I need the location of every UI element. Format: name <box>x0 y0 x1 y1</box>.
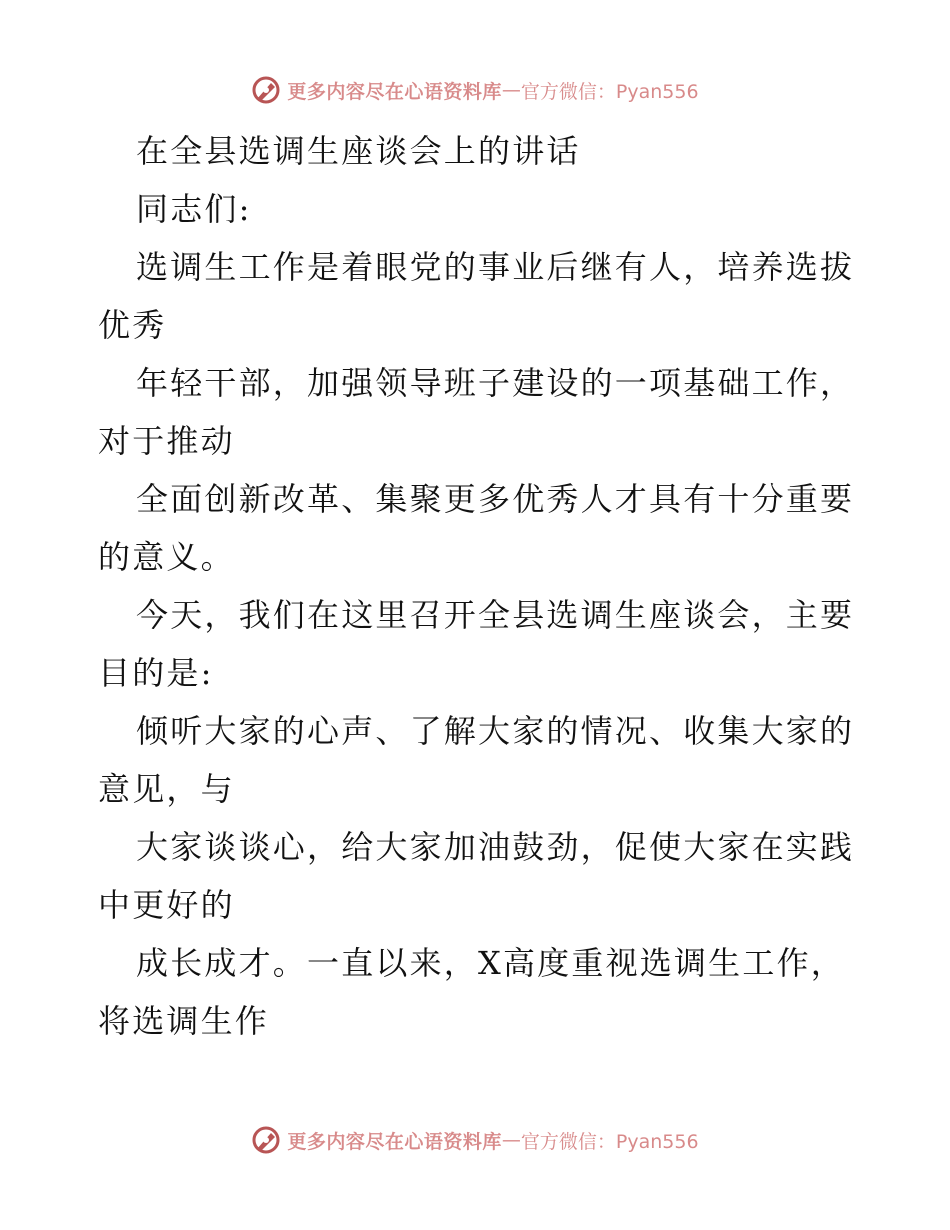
paragraph-line: 全面创新改革、集聚更多优秀人才具有十分重要 <box>136 480 855 518</box>
paragraph-line: 今天，我们在这里召开全县选调生座谈会，主要 <box>136 596 855 634</box>
paragraph-line: 成长成才。一直以来，X高度重视选调生工作， <box>136 944 845 982</box>
paragraph-line: 年轻干部，加强领导班子建设的一项基础工作， <box>136 364 855 402</box>
footer-site-text: 更多内容尽在心语资料库 <box>287 1130 502 1153</box>
header-banner <box>0 70 950 110</box>
document-body <box>98 122 858 1050</box>
paragraph-line: 优秀 <box>98 306 167 344</box>
paragraph-line: 中更好的 <box>98 886 235 924</box>
footer-dash: — <box>501 1129 521 1151</box>
paragraph-line: 大家谈谈心，给大家加油鼓劲，促使大家在实践 <box>136 828 855 866</box>
document-title: 在全县选调生座谈会上的讲话 <box>136 132 581 170</box>
paragraph-line: 选调生工作是着眼党的事业后继有人，培养选拔 <box>136 248 855 286</box>
footer-banner <box>0 1120 950 1160</box>
paragraph-line: 将选调生作 <box>98 1002 270 1040</box>
header-dash: — <box>501 79 521 101</box>
paragraph-line: 倾听大家的心声、了解大家的情况、收集大家的 <box>136 712 855 750</box>
header-site-text: 更多内容尽在心语资料库 <box>287 80 502 103</box>
pen-logo-icon <box>251 75 281 105</box>
salutation: 同志们: <box>136 190 252 228</box>
paragraph-line: 目的是: <box>98 654 214 692</box>
pen-logo-icon <box>251 1125 281 1155</box>
footer-wechat-text: 官方微信：Pyan556 <box>520 1130 699 1153</box>
paragraph-line: 意见，与 <box>98 770 235 808</box>
header-wechat-text: 官方微信：Pyan556 <box>520 80 699 103</box>
paragraph-line: 的意义。 <box>98 538 235 576</box>
paragraph-line: 对于推动 <box>98 422 235 460</box>
